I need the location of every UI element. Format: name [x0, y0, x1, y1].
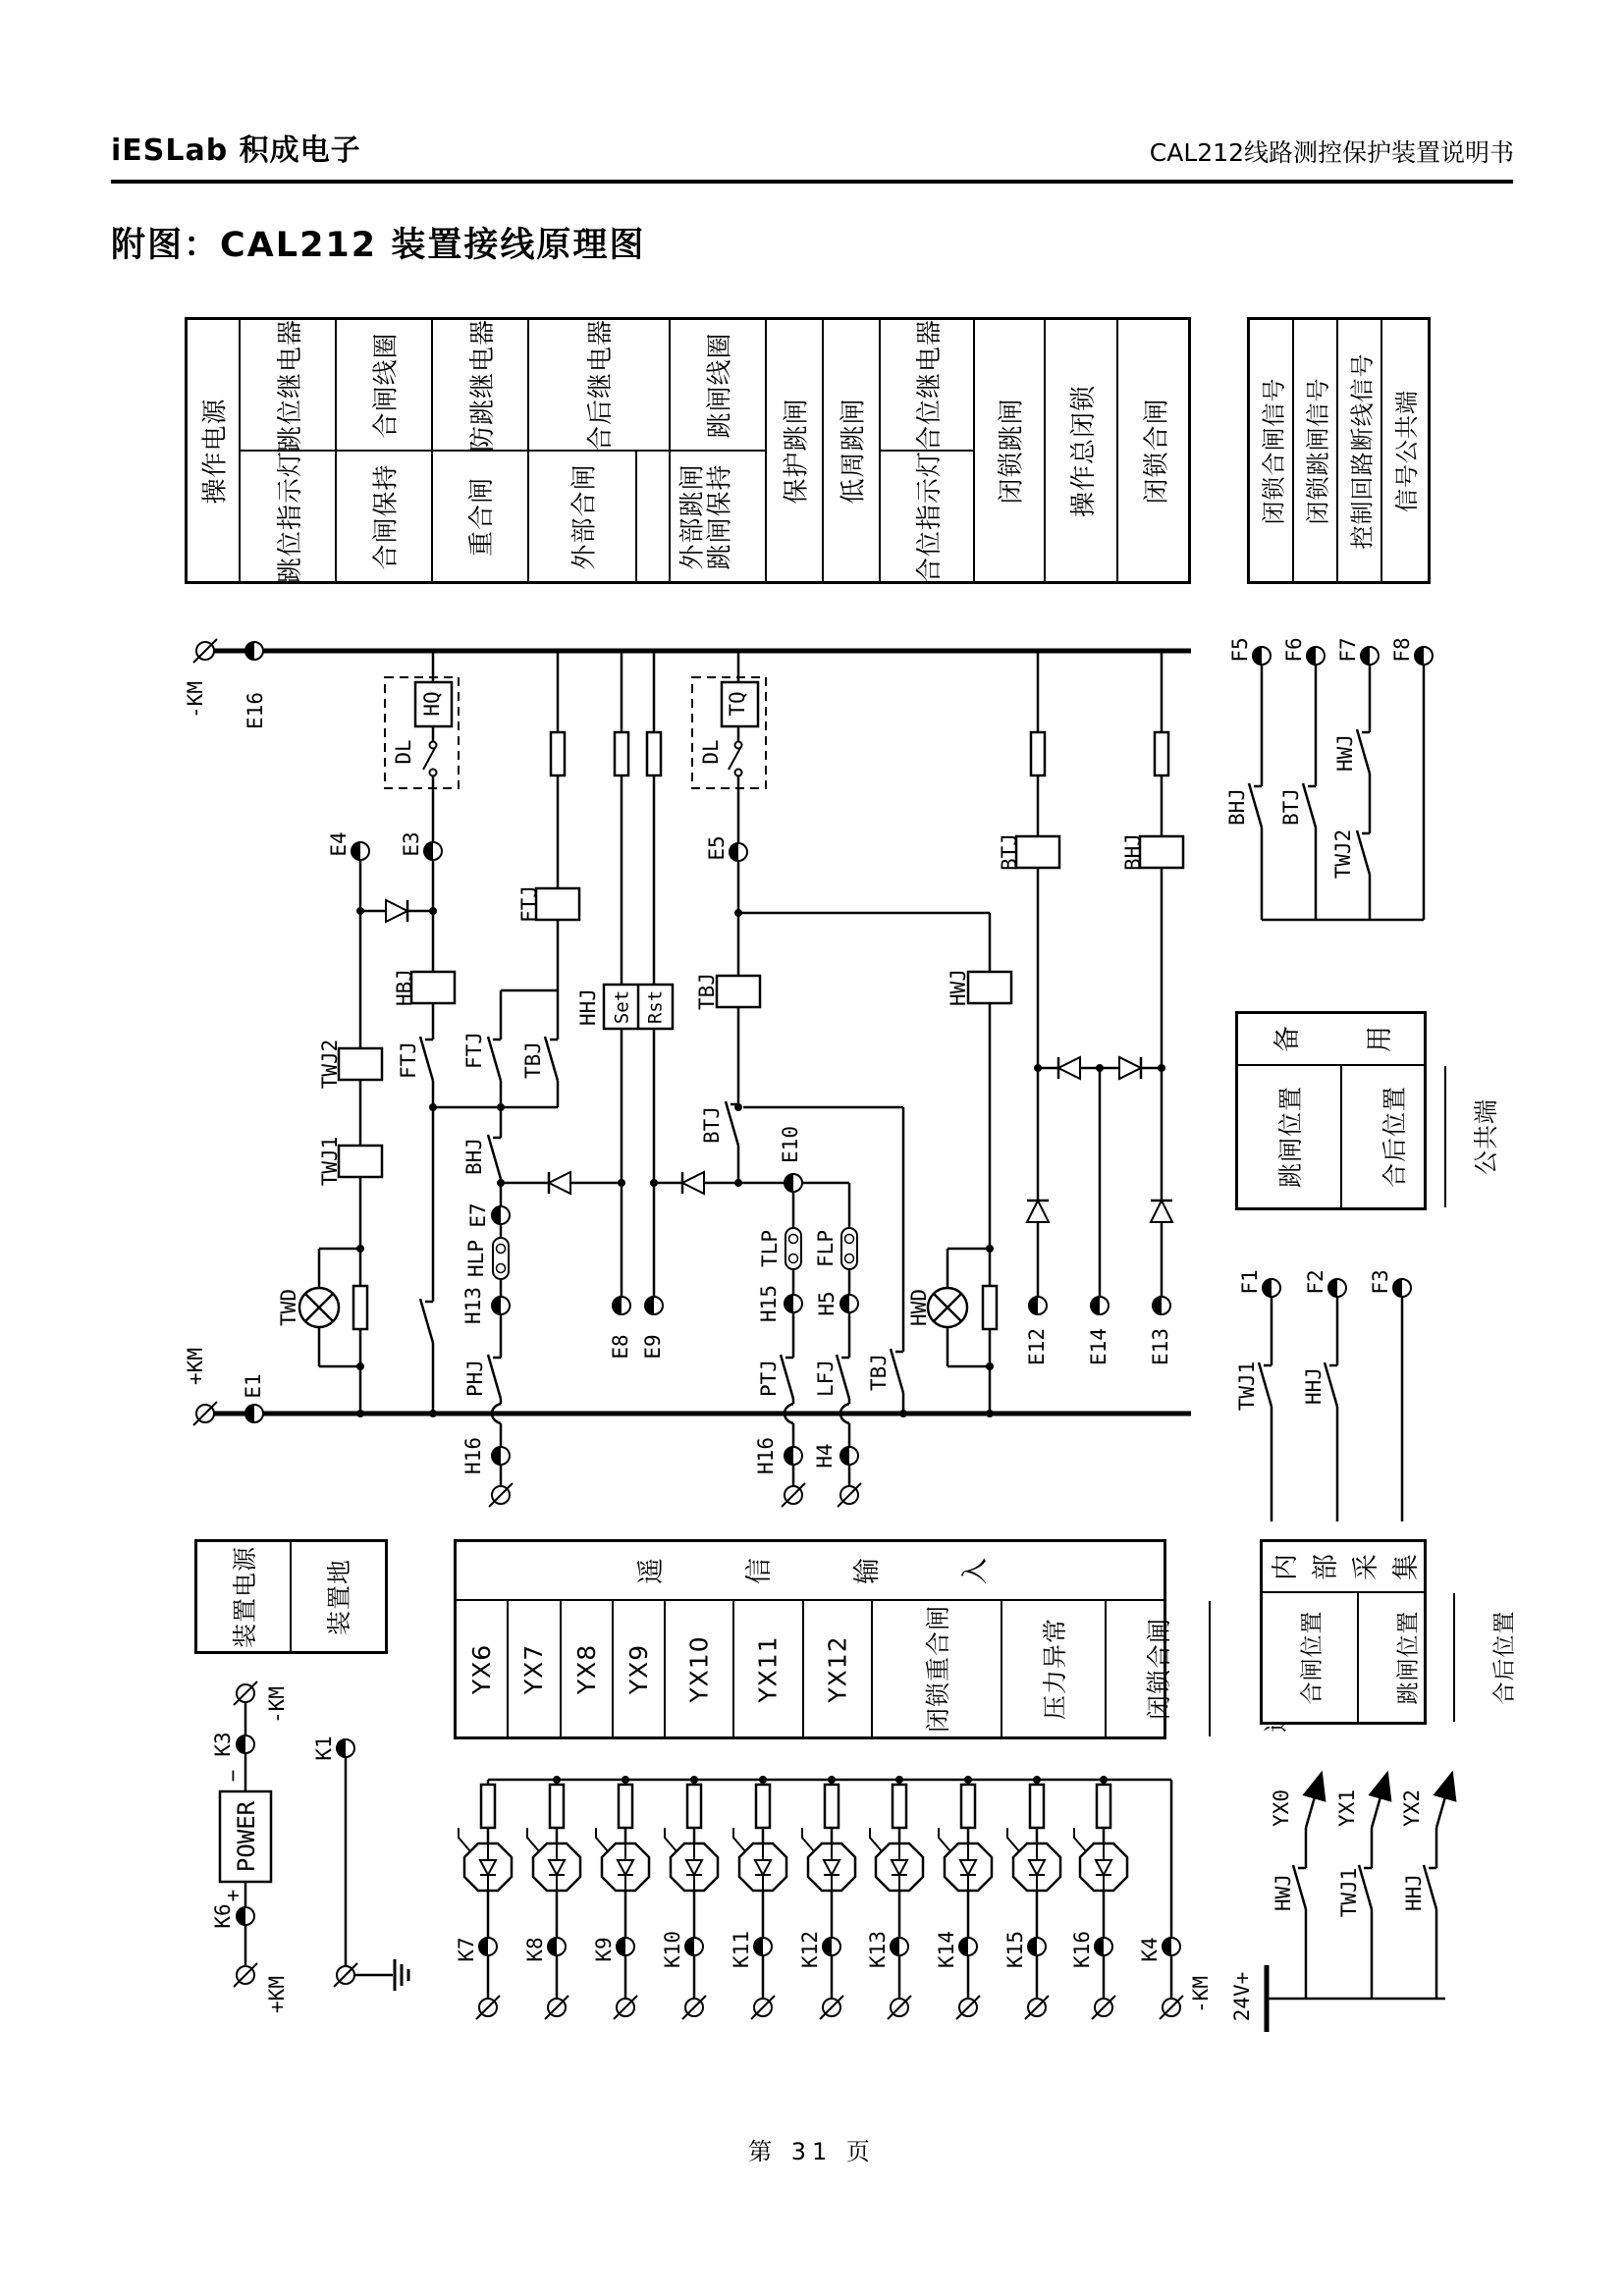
label-minus-sign: − [221, 1769, 244, 1783]
label-e10: E10 [779, 1126, 802, 1163]
label-km-minus3: -KM [1189, 1976, 1213, 2013]
label-e9: E9 [641, 1334, 665, 1360]
legend-cell: 合闸线圈 [371, 331, 402, 439]
legend-cell: YX6 [467, 1643, 497, 1694]
label-twj1: TWJ1 [318, 1136, 342, 1187]
label-k11: K11 [730, 1931, 753, 1968]
label-e3: E3 [400, 831, 423, 857]
label-bhj-coil: BHJ [1121, 833, 1145, 871]
label-k6: K6 [211, 1903, 235, 1929]
label-km-minus2: -KM [265, 1686, 289, 1724]
legend-cell: 公共端 [1472, 1097, 1501, 1176]
legend-cell: YX12 [823, 1634, 852, 1703]
label-plus-sign: + [221, 1889, 244, 1902]
legend-cell: 闭锁合闸信号 [1260, 377, 1287, 524]
legend-cell: 外部跳闸 [677, 462, 708, 570]
label-tbj-contact1: TBJ [521, 1041, 545, 1079]
label-btj-contact1: BTJ [700, 1106, 724, 1144]
legend-cell: 合后继电器 [586, 318, 617, 452]
label-k10: K10 [661, 1931, 684, 1968]
legend-cell: 合位指示灯 [914, 450, 945, 583]
legend-cell: YX10 [684, 1634, 714, 1703]
legend-cell: 低周跳闸 [839, 397, 869, 505]
label-dl2: DL [699, 739, 723, 765]
page-title: 附图：CAL212 装置接线原理图 [111, 226, 646, 265]
spare-table-header: 备 用 [1238, 1014, 1424, 1066]
legend-cell: 跳闸位置 [1395, 1610, 1422, 1705]
label-yx2: YX2 [1400, 1789, 1424, 1827]
yx-table-header: 遥 信 输 入 [457, 1542, 1164, 1601]
label-set: Set [611, 989, 633, 1025]
label-hwj-coil: HWJ [947, 969, 970, 1006]
label-h5: H5 [815, 1291, 839, 1316]
legend-cell: 闭锁重合闸 [923, 1604, 952, 1734]
label-ftj-coil: FTJ [517, 885, 541, 923]
legend-cell: 跳闸线圈 [705, 331, 735, 439]
label-k9: K9 [592, 1937, 616, 1962]
legend-cell: 跳位指示灯 [275, 450, 305, 583]
label-tq: TQ [726, 691, 749, 717]
label-h13: H13 [461, 1287, 485, 1324]
label-e7: E7 [466, 1202, 490, 1228]
legend-cell: 装置地 [325, 1558, 354, 1635]
legend-cell: 操作总闭锁 [1068, 384, 1099, 517]
terminals [193, 639, 1433, 2019]
legend-cell: 保护跳闸 [782, 397, 812, 505]
legend-cell: 防跳继电器 [467, 318, 498, 452]
legend-cell: 操作电源 [200, 397, 231, 505]
legend-cell: 跳闸位置 [1276, 1085, 1306, 1189]
label-k7: K7 [455, 1937, 478, 1962]
label-ptj: PTJ [757, 1360, 781, 1397]
label-hbj-coil: HBJ [393, 969, 416, 1006]
label-f3: F3 [1369, 1269, 1392, 1295]
legend-cell: 外部合闸 [569, 462, 600, 570]
legend-cell: 闭锁合闸 [1144, 1617, 1173, 1721]
document-title: CAL212线路测控保护装置说明书 [1149, 138, 1514, 167]
legend-cell: YX7 [519, 1643, 549, 1694]
label-e5: E5 [705, 835, 729, 861]
legend-cell: 闭锁跳闸信号 [1304, 377, 1331, 524]
label-e1: E1 [242, 1373, 265, 1399]
label-e12: E12 [1025, 1328, 1049, 1365]
label-24v: 24V+ [1230, 1971, 1254, 2022]
brand-logo-text: iESLab 积成电子 [111, 133, 361, 168]
legend-cell: 合后位置 [1491, 1610, 1518, 1705]
label-lfj: LFJ [814, 1360, 838, 1397]
label-btj-coil: BTJ [998, 833, 1021, 871]
label-bhj-contact2: BHJ [1225, 788, 1249, 826]
label-power: POWER [233, 1800, 260, 1873]
circuit-labels [184, 637, 1426, 2021]
label-e8: E8 [609, 1334, 632, 1360]
legend-cell: 合闸保持 [371, 462, 402, 570]
label-hhj-contact1: HHJ [1302, 1367, 1326, 1405]
label-tbj-contact2: TBJ [867, 1354, 891, 1391]
label-hhj-contact2: HHJ [1402, 1874, 1426, 1911]
label-f8: F8 [1390, 637, 1414, 663]
legend-cell: YX9 [624, 1643, 654, 1694]
legend-cell: 闭锁合闸 [1142, 397, 1172, 505]
legend-cell: 合位继电器 [914, 318, 945, 452]
label-twj1-contact2: TWJ1 [1337, 1867, 1361, 1918]
legend-cell: 合闸位置 [1299, 1610, 1326, 1705]
label-f2: F2 [1304, 1269, 1327, 1295]
label-hq: HQ [420, 691, 444, 717]
legend-cell: 压力异常 [1040, 1617, 1069, 1721]
legend-cell: 跳闸保持 [705, 462, 735, 570]
label-hwj-contact2: HWJ [1272, 1874, 1295, 1911]
page-number: 第 31 页 [748, 2138, 876, 2165]
label-f5: F5 [1228, 637, 1252, 663]
label-twj1-contact1: TWJ1 [1235, 1361, 1259, 1412]
label-twj2-contact: TWJ2 [1331, 828, 1355, 880]
legend-cell: YX8 [571, 1643, 601, 1694]
label-h16b: H16 [754, 1437, 778, 1474]
label-yx1: YX1 [1335, 1789, 1359, 1827]
label-k3: K3 [211, 1732, 235, 1757]
label-dl: DL [392, 739, 415, 765]
legend-cell: 跳位继电器 [275, 318, 305, 452]
label-e16: E16 [244, 692, 267, 729]
label-k14: K14 [935, 1931, 958, 1968]
label-f7: F7 [1336, 637, 1360, 663]
legend-cell: YX11 [754, 1634, 784, 1703]
legend-cell: 闭锁跳闸 [997, 397, 1027, 505]
label-hlp: HLP [464, 1240, 488, 1277]
label-km-minus: -KM [184, 681, 207, 719]
label-h16a: H16 [461, 1437, 485, 1474]
label-f1: F1 [1238, 1269, 1262, 1295]
label-btj-contact2: BTJ [1279, 788, 1303, 826]
legend-cell: 合后位置 [1380, 1085, 1410, 1189]
label-twj2: TWJ2 [318, 1039, 342, 1090]
label-flp: FLP [814, 1230, 838, 1267]
label-k12: K12 [798, 1931, 822, 1968]
label-h15: H15 [757, 1285, 781, 1322]
legend-cell: 重合闸 [467, 476, 498, 557]
label-tlp: TLP [758, 1230, 782, 1267]
label-k1: K1 [312, 1735, 336, 1761]
label-k15: K15 [1003, 1931, 1027, 1968]
label-tbj-coil: TBJ [695, 973, 719, 1010]
label-ftj-contact1: FTJ [397, 1041, 420, 1079]
label-k16: K16 [1070, 1931, 1094, 1968]
label-ftj-contact2: FTJ [462, 1032, 486, 1069]
label-rst: Rst [644, 989, 667, 1025]
label-k8: K8 [523, 1937, 547, 1962]
label-twd: TWD [277, 1289, 300, 1326]
label-hwj-contact1: HWJ [1333, 734, 1357, 772]
label-f6: F6 [1282, 637, 1306, 663]
label-km-plus2: +KM [265, 1976, 289, 2013]
internal-table-header: 内 部 采 集 [1263, 1542, 1424, 1593]
label-km-plus: +KM [184, 1348, 207, 1385]
label-e13: E13 [1149, 1328, 1172, 1365]
label-hwd: HWD [907, 1289, 931, 1326]
legend-cell: 信号公共端 [1393, 389, 1421, 512]
label-h4: H4 [813, 1443, 837, 1468]
label-hhj-coil: HHJ [576, 988, 600, 1026]
label-e4: E4 [327, 831, 351, 857]
legend-cell: 装置电源 [231, 1545, 260, 1648]
label-yx0: YX0 [1270, 1789, 1293, 1827]
label-phj: PHJ [463, 1360, 487, 1397]
label-e14: E14 [1087, 1328, 1110, 1365]
legend-cell: 控制回路断线信号 [1348, 352, 1376, 549]
label-k13: K13 [866, 1931, 890, 1968]
label-bhj-contact1: BHJ [462, 1138, 486, 1175]
label-k4: K4 [1138, 1937, 1162, 1962]
